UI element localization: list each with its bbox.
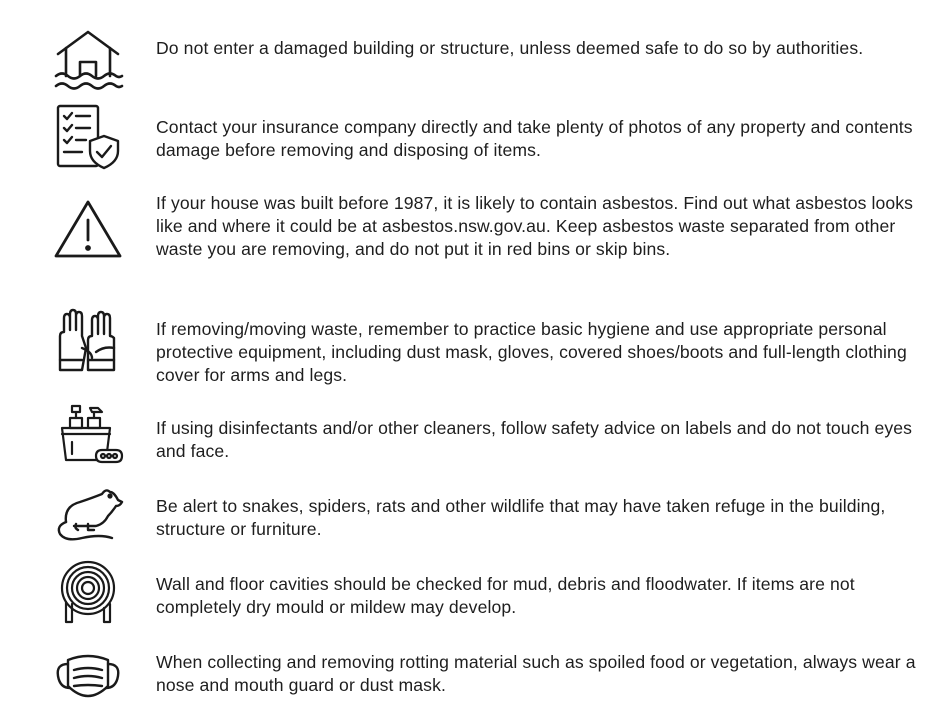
hose-icon xyxy=(52,558,124,630)
flooded-house-icon xyxy=(52,24,124,96)
item-text: Wall and floor cavities should be checked for mud, debris and floodwater. If items are not completely dry mould or mildew may develop. xyxy=(156,574,855,617)
cleaning-supplies-icon xyxy=(52,398,124,470)
item-text: If your house was built before 1987, it is likely to contain asbestos. Find out what asbestos looks like and where it could be at asbestos.nsw.gov.au. Keep asbestos waste separated from other waste you are removing, and do not put it in red bins or skip bins. xyxy=(156,193,914,259)
item-text: Be alert to snakes, spiders, rats and other wildlife that may have taken refuge in the building, structure or furniture. xyxy=(156,496,886,539)
item-text: If using disinfectants and/or other cleaners, follow safety advice on labels and do not touch eyes and face. xyxy=(156,418,913,461)
item-text: Contact your insurance company directly and take plenty of photos of any property and contents damage before removing and disposing of items. xyxy=(156,117,913,160)
item-text: If removing/moving waste, remember to practice basic hygiene and use appropriate personal protective equipment, including dust mask, gloves, covered shoes/boots and full-length clothing cover for arms and legs. xyxy=(156,319,907,385)
warning-triangle-icon xyxy=(52,196,124,268)
rat-icon xyxy=(52,478,124,550)
item-text: Do not enter a damaged building or structure, unless deemed safe to do so by authorities. xyxy=(156,38,864,58)
gloves-icon xyxy=(52,306,124,378)
face-mask-icon xyxy=(52,644,124,716)
insurance-checklist-icon xyxy=(52,102,124,174)
item-text: When collecting and removing rotting material such as spoiled food or vegetation, always wear a nose and mouth guard or dust mask. xyxy=(156,652,916,695)
